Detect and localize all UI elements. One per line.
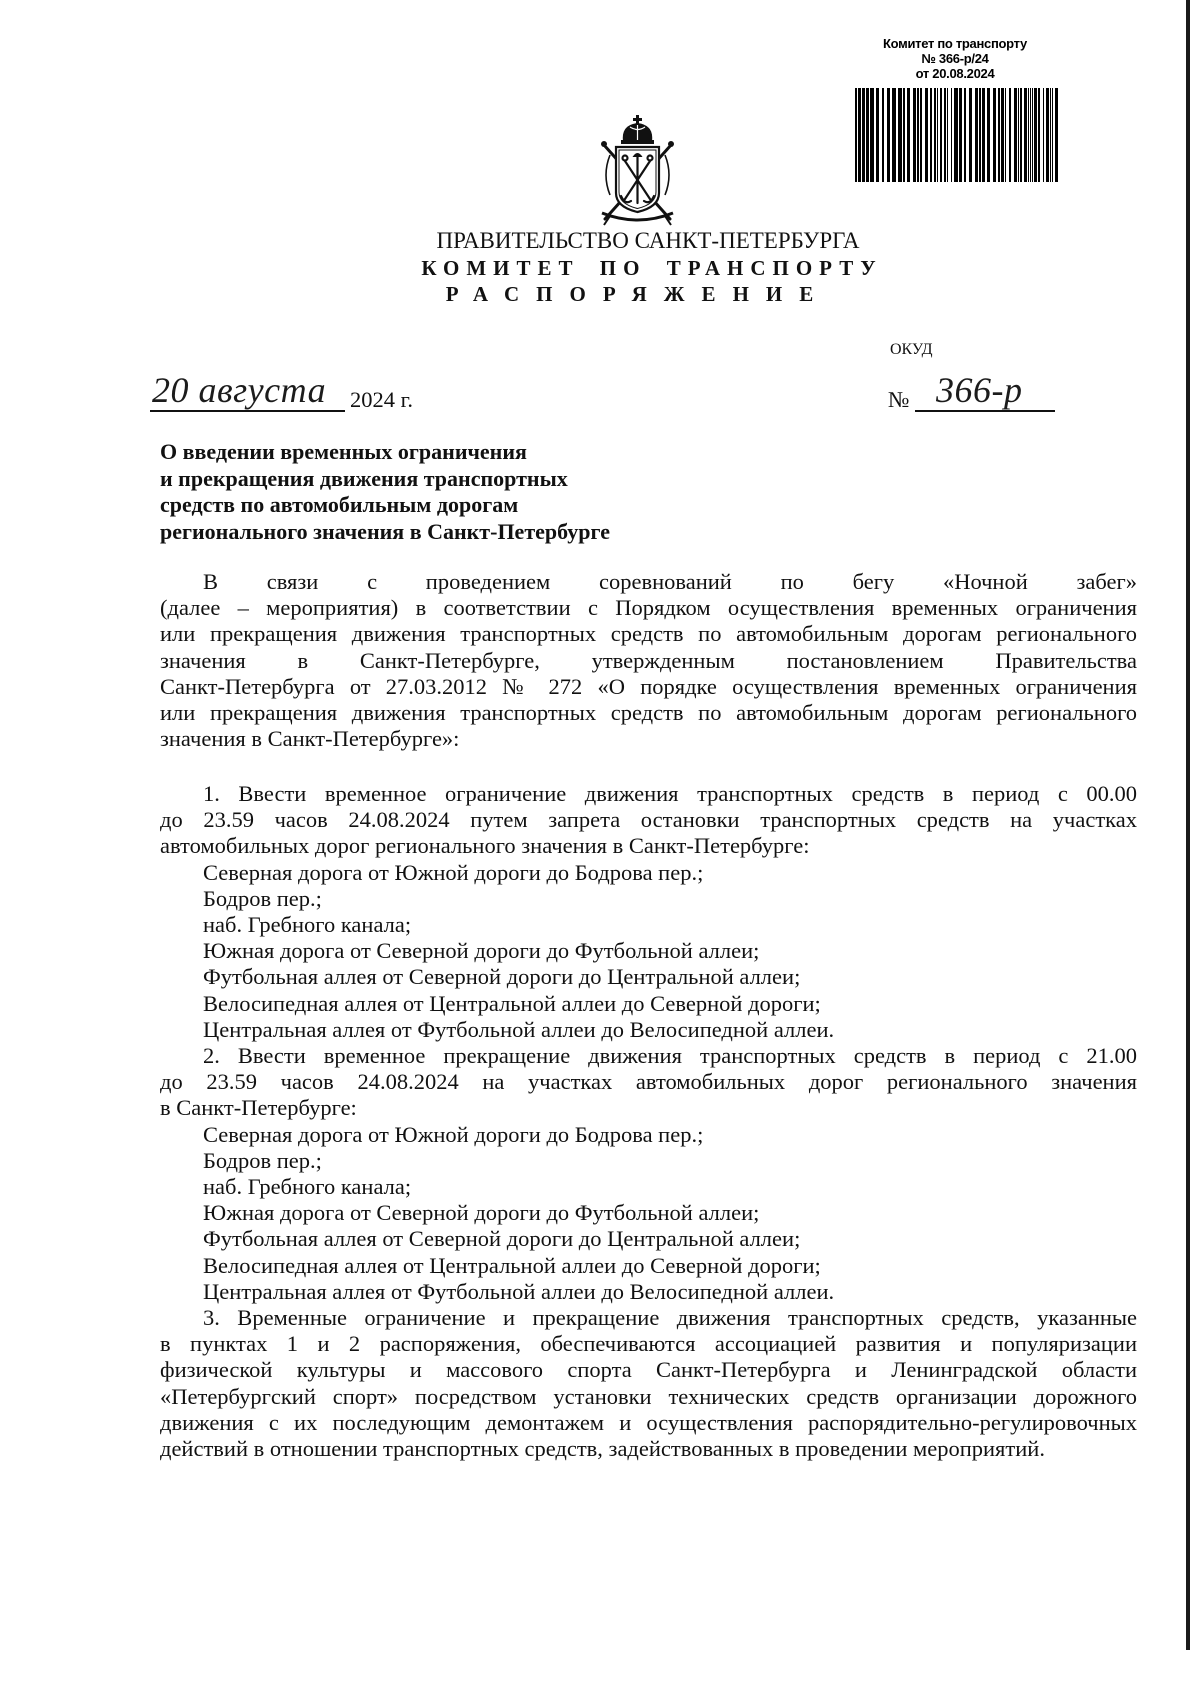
- barcode-bar: [982, 88, 985, 182]
- preamble-line: значения в Санкт-Петербурге, утвержденным постановлением Правительства: [160, 647, 1137, 673]
- item-3-line: действий в отношении транспортных средств, задействованных в проведении мероприятий.: [160, 1436, 1045, 1462]
- barcode-bar: [1043, 88, 1044, 182]
- item-2-line: в Санкт-Петербурге:: [160, 1095, 357, 1121]
- item-3-line: «Петербургский спорт» посредством установки технических средств организации дорожного: [160, 1383, 1137, 1409]
- barcode-bar: [964, 88, 966, 182]
- barcode-bar: [1014, 88, 1017, 182]
- handwritten-date: 20 августа: [152, 370, 327, 410]
- road-list-item: Южная дорога от Северной дороги до Футбольной аллеи;: [203, 1200, 760, 1226]
- barcode-bar: [979, 88, 981, 182]
- committee-heading: КОМИТЕТ ПО ТРАНСПОРТУ: [421, 256, 883, 280]
- document-title: [160, 439, 610, 546]
- barcode-bar: [1018, 88, 1019, 182]
- barcode-bar: [1046, 88, 1049, 182]
- barcode-bar: [954, 88, 958, 182]
- barcode-bar: [907, 88, 910, 182]
- road-list-item: Велосипедная аллея от Центральной аллеи до Северной дороги;: [203, 990, 821, 1016]
- item-1-paragraph: [160, 781, 1137, 1043]
- road-list-item: Северная дорога от Южной дороги до Бодрова пер.;: [203, 1121, 704, 1147]
- barcode-bar: [1009, 88, 1011, 182]
- barcode-bar: [898, 88, 902, 182]
- barcode-bar: [959, 88, 962, 182]
- registration-stamp: [855, 36, 1055, 81]
- title-line: регионального значения в Санкт-Петербурге: [160, 519, 610, 545]
- road-list-item: Северная дорога от Южной дороги до Бодрова пер.;: [203, 859, 704, 885]
- barcode-bar: [855, 88, 857, 182]
- barcode-bar: [913, 88, 916, 182]
- barcode-bar: [903, 88, 905, 182]
- barcode-bar: [1032, 88, 1033, 182]
- road-list-item: наб. Гребного канала;: [203, 912, 412, 938]
- road-list-item: Южная дорога от Северной дороги до Футбольной аллеи;: [203, 938, 760, 964]
- barcode-bar: [993, 88, 996, 182]
- date-underline: [150, 410, 345, 412]
- okud-label: ОКУД: [890, 341, 933, 358]
- barcode-bar: [1052, 88, 1053, 182]
- road-list-item: Центральная аллея от Футбольной аллеи до Велосипедной аллеи.: [203, 1278, 835, 1304]
- item-3-line: движения с их последующим демонтажем и осуществления распорядительно-регулировочных: [160, 1409, 1137, 1435]
- title-line: и прекращения движения транспортных: [160, 465, 568, 491]
- preamble-line: (далее – мероприятия) в соответствии с Порядком осуществления временных ограничения: [160, 595, 1137, 621]
- barcode-bar: [1028, 88, 1029, 182]
- road-list-item: Центральная аллея от Футбольной аллеи до Велосипедной аллеи.: [203, 1016, 835, 1042]
- barcode-bar: [1034, 88, 1037, 182]
- barcode-bar: [937, 88, 938, 182]
- barcode-bar: [862, 88, 865, 182]
- number-underline: [915, 410, 1055, 412]
- road-list-item: Футбольная аллея от Северной дороги до Центральной аллеи;: [203, 1226, 801, 1252]
- item-2-paragraph: [160, 1043, 1137, 1305]
- barcode-bar: [1038, 88, 1040, 182]
- preamble-line: Санкт-Петербурга от 27.03.2012 № 272 «О порядке осуществления временных ограничения: [160, 673, 1137, 699]
- item-3-paragraph: [160, 1305, 1137, 1462]
- title-line: О введении временных ограничения: [160, 439, 527, 464]
- barcode-bar: [975, 88, 978, 182]
- preamble-line: значения в Санкт-Петербурге»:: [160, 726, 460, 752]
- barcode: [855, 88, 1060, 182]
- stamp-number: № 366-р/24: [921, 51, 989, 66]
- barcode-bar: [870, 88, 874, 182]
- barcode-bar: [930, 88, 932, 182]
- preamble-line: или прекращения движения транспортных средств по автомобильным дорогам регионального: [160, 700, 1137, 726]
- barcode-bar: [917, 88, 919, 182]
- date-year: 2024 г.: [350, 387, 413, 412]
- road-list-item: Бодров пер.;: [203, 885, 322, 911]
- barcode-bar: [1024, 88, 1027, 182]
- barcode-bar: [969, 88, 972, 182]
- road-list-item: Бодров пер.;: [203, 1147, 322, 1173]
- coat-of-arms-icon: [590, 115, 685, 228]
- barcode-bar: [998, 88, 1000, 182]
- barcode-bar: [1050, 88, 1051, 182]
- barcode-bar: [892, 88, 896, 182]
- barcode-bar: [925, 88, 928, 182]
- handwritten-document-number: 366-р: [936, 370, 1023, 410]
- barcode-bar: [876, 88, 879, 182]
- barcode-bar: [882, 88, 884, 182]
- item-1-line: до 23.59 часов 24.08.2024 путем запрета остановки транспортных средств на участках: [160, 807, 1137, 833]
- item-2-line: 2. Ввести временное прекращение движения транспортных средств в период с 21.00: [203, 1043, 1137, 1069]
- barcode-bar: [1020, 88, 1022, 182]
- stamp-date: от 20.08.2024: [915, 66, 995, 81]
- item-2-line: до 23.59 часов 24.08.2024 на участках автомобильных дорог регионального значения: [160, 1069, 1137, 1095]
- barcode-bar: [940, 88, 942, 182]
- barcode-bar: [866, 88, 869, 182]
- item-1-line: 1. Ввести временное ограничение движения транспортных средств в период с 00.00: [203, 781, 1137, 807]
- road-list-item: Футбольная аллея от Северной дороги до Центральной аллеи;: [203, 964, 801, 990]
- stamp-organization: Комитет по транспорту: [883, 36, 1027, 51]
- barcode-bar: [951, 88, 952, 182]
- barcode-bar: [1001, 88, 1004, 182]
- barcode-bar: [1005, 88, 1006, 182]
- title-line: средств по автомобильным дорогам: [160, 492, 519, 518]
- barcode-bar: [944, 88, 946, 182]
- road-list-item: Велосипедная аллея от Центральной аллеи до Северной дороги;: [203, 1252, 821, 1278]
- item-3-line: физической культуры и массового спорта Санкт-Петербурга и Ленинградской области: [160, 1357, 1137, 1383]
- barcode-bar: [934, 88, 936, 182]
- barcode-bar: [1030, 88, 1031, 182]
- item-3-line: 3. Временные ограничение и прекращение движения транспортных средств, указанные: [203, 1305, 1137, 1331]
- barcode-bar: [947, 88, 948, 182]
- barcode-bar: [987, 88, 990, 182]
- document-body: [160, 569, 1137, 1462]
- scan-edge-line: [1186, 0, 1190, 1650]
- barcode-bar: [920, 88, 922, 182]
- barcode-bar: [858, 88, 861, 182]
- barcode-bar: [1055, 88, 1058, 182]
- item-3-line: в пунктах 1 и 2 распоряжения, обеспечиваются ассоциацией развития и популяризации: [160, 1331, 1137, 1357]
- item-1-line: автомобильных дорог регионального значения в Санкт-Петербурге:: [160, 833, 810, 859]
- preamble-line: или прекращения движения транспортных средств по автомобильным дорогам регионального: [160, 621, 1137, 647]
- document-type-heading: РАСПОРЯЖЕНИЕ: [445, 282, 831, 306]
- preamble-paragraph: [160, 569, 1137, 752]
- preamble-line: В связи с проведением соревнований по бегу «Ночной забег»: [203, 569, 1137, 594]
- government-heading: ПРАВИТЕЛЬСТВО САНКТ-ПЕТЕРБУРГА: [436, 228, 860, 253]
- road-list-item: наб. Гребного канала;: [203, 1174, 412, 1200]
- barcode-bar: [887, 88, 890, 182]
- number-sign: №: [888, 387, 910, 412]
